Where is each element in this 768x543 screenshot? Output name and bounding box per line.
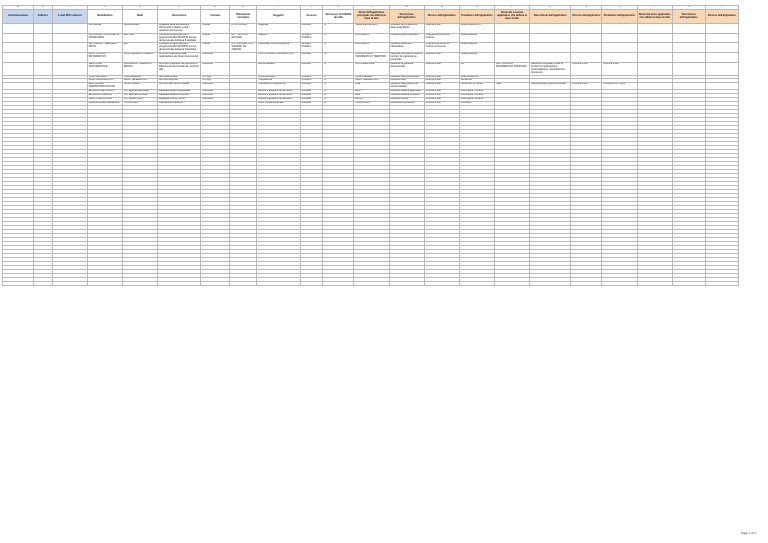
empty-cell bbox=[52, 281, 87, 285]
table-cell: N bbox=[323, 33, 354, 43]
table-cell: Informatica Trentina bbox=[459, 94, 494, 98]
table-row bbox=[3, 24, 739, 34]
column-header: Produttore dell'applicativo bbox=[459, 10, 494, 24]
column-letter: E bbox=[122, 6, 157, 10]
table-cell: Licenza d'uso bbox=[424, 53, 459, 63]
table-cell: COMUNEWEB bbox=[122, 75, 157, 79]
table-cell: Gestione area finanziaria bbox=[389, 33, 424, 43]
table-cell: N bbox=[323, 75, 354, 79]
empty-cell bbox=[122, 281, 157, 285]
column-letter: D bbox=[87, 6, 122, 10]
table-cell: Archivio degli atti bbox=[158, 79, 201, 83]
table-cell: ICOM Spa EDOIT PEDOC bbox=[122, 53, 157, 63]
column-header: Identificativo bbox=[87, 10, 122, 24]
table-cell: Ditta Mondinet bbox=[459, 53, 494, 63]
table-cell: N bbox=[323, 62, 354, 75]
table-cell: Database Edilizia Pubblica bbox=[158, 94, 201, 98]
column-header: Ricorso dell'applicativo bbox=[705, 10, 738, 24]
table-cell: ANAGRAFAN bbox=[122, 24, 157, 34]
table-cell bbox=[705, 43, 738, 53]
table-cell: Informatica Trentina bbox=[459, 97, 494, 101]
table-cell bbox=[34, 43, 53, 53]
table-cell bbox=[637, 62, 672, 75]
table-cell: Consorzio di Trento bbox=[459, 83, 494, 90]
table-cell: Archivio dati Servizi Sociali bbox=[158, 83, 201, 90]
column-letter: Q bbox=[530, 6, 571, 10]
table-cell: N bbox=[323, 94, 354, 98]
table-cell: ICH Edilizia Agevolata bbox=[122, 90, 157, 94]
table-cell: Consorzio bbox=[459, 79, 494, 83]
table-cell bbox=[530, 43, 571, 53]
table-cell bbox=[3, 24, 34, 34]
table-cell: ALBO TELEMATICO bbox=[354, 79, 389, 83]
table-cell: Uffici, Ufficio personale bbox=[257, 101, 300, 105]
table-cell: ORACLE bbox=[201, 83, 230, 90]
table-cell: ENI 1995 bbox=[122, 33, 157, 43]
table-cell: EDA bbox=[354, 90, 389, 94]
column-letter: V bbox=[705, 6, 738, 10]
column-letter: I bbox=[257, 6, 300, 10]
column-letter: H bbox=[230, 6, 257, 10]
table-cell: Licenza d'uso bbox=[424, 94, 459, 98]
table-row bbox=[3, 53, 739, 63]
column-letter: J bbox=[300, 6, 323, 10]
column-header: Descrizione bbox=[158, 10, 201, 24]
page-footer: Page 1 di 1 bbox=[740, 531, 756, 535]
table-cell: ORACLE bbox=[201, 53, 230, 63]
table-cell: Sito istituzionale bbox=[158, 75, 201, 79]
empty-cell bbox=[602, 281, 637, 285]
column-letter: B bbox=[34, 6, 53, 10]
table-cell bbox=[571, 24, 602, 34]
empty-cell bbox=[300, 281, 323, 285]
table-cell: Pubblico bbox=[300, 75, 323, 79]
table-cell bbox=[672, 53, 705, 63]
empty-cell bbox=[323, 281, 354, 285]
table-cell: EDP bbox=[354, 94, 389, 98]
table-cell: Licenza d'uso bbox=[424, 75, 459, 79]
table-cell bbox=[52, 43, 87, 53]
table-cell: Licenza d'uso bbox=[424, 101, 459, 105]
table-cell bbox=[52, 62, 87, 75]
table-cell: ICOM EDOIT Spa EDOIT PEDOC bbox=[122, 62, 157, 75]
table-cell: Trasparenza bbox=[257, 79, 300, 83]
table-cell bbox=[494, 43, 529, 53]
table-cell: N bbox=[323, 43, 354, 53]
table-cell: ALBO INFORMATICO bbox=[87, 79, 122, 83]
table-cell: ORACLE bbox=[201, 97, 230, 101]
table-cell: PROTOCOLLO INFORMATICO bbox=[257, 53, 300, 63]
table-cell: Time & Work bbox=[354, 101, 389, 105]
table-cell: Edilizia e gestione del territorio bbox=[257, 90, 300, 94]
table-cell bbox=[571, 33, 602, 43]
column-header: Ricorso dell'applicativo bbox=[571, 10, 602, 24]
table-cell: Ristretto bbox=[300, 62, 323, 75]
table-cell bbox=[3, 83, 34, 90]
table-cell: ORACLE bbox=[201, 62, 230, 75]
table-cell: Bilancio bbox=[257, 33, 300, 43]
column-header: Nome del secondo applicativo che utilizza la base di dati bbox=[494, 10, 529, 24]
table-cell: AUSTERNO - MEMORIA PROG bbox=[87, 43, 122, 53]
empty-cell bbox=[705, 281, 738, 285]
table-cell: ANTARIDE bbox=[87, 24, 122, 34]
table-cell: MYSQL bbox=[201, 79, 230, 83]
column-header: Accesso bbox=[300, 10, 323, 24]
table-cell: D.P.R. 223/89 bbox=[230, 24, 257, 34]
column-letter: L bbox=[354, 6, 389, 10]
table-cell: D.L. 267/2000, D.L. 112/2008, D.L. 118/2011 bbox=[230, 43, 257, 53]
table-cell bbox=[3, 33, 34, 43]
table-cell: Consorzio di Trento bbox=[602, 83, 637, 90]
column-letter: K bbox=[323, 6, 354, 10]
table-cell: Ristretto bbox=[300, 101, 323, 105]
sheet-body bbox=[3, 6, 739, 286]
table-cell: Ditta Consorzio bbox=[459, 75, 494, 79]
table-cell: Personale, Amministrazione bbox=[257, 43, 300, 53]
table-cell bbox=[637, 53, 672, 63]
table-cell: Comunicazione bbox=[257, 75, 300, 79]
table-cell: Gestione albo bbox=[389, 79, 424, 83]
table-cell: Gestione Bocce bbox=[389, 97, 424, 101]
column-letter: A bbox=[3, 6, 34, 10]
table-cell bbox=[230, 83, 257, 90]
table-cell: Time & Work bbox=[122, 101, 157, 105]
table-cell: DOCUMENTALE bbox=[354, 62, 389, 75]
empty-cell bbox=[459, 281, 494, 285]
table-cell bbox=[494, 33, 529, 43]
table-cell: Contiene la base dati per il programma DECISIONNS ad uso del personale dell'area finanziaria bbox=[158, 43, 201, 53]
column-header: e-mail PEC referenti bbox=[52, 10, 87, 24]
table-cell bbox=[672, 33, 705, 43]
empty-row bbox=[3, 281, 739, 285]
table-cell: Limitato - Pubblico bbox=[300, 33, 323, 43]
table-cell: Ristretto bbox=[300, 83, 323, 90]
table-cell: Informatica Trentina bbox=[459, 90, 494, 94]
table-cell: SSE bbox=[354, 83, 389, 90]
table-cell bbox=[3, 43, 34, 53]
table-cell: Gestione sito istituzionale bbox=[389, 75, 424, 79]
table-cell: Rilevazione presenze bbox=[158, 101, 201, 105]
column-letter: C bbox=[52, 6, 87, 10]
column-letter: N bbox=[424, 6, 459, 10]
table-cell: Licenza d'uso bbox=[571, 62, 602, 75]
table-cell: Licenza d'uso bbox=[571, 83, 602, 90]
column-letter: R bbox=[571, 6, 602, 10]
table-cell bbox=[52, 53, 87, 63]
column-header: Produttore dell'applicativo bbox=[602, 10, 637, 24]
table-cell: Pubblico bbox=[300, 79, 323, 83]
table-cell: Contiene la base dati per il programma DECISIONNS ad uso del personale dell'area finanziaria bbox=[158, 33, 201, 43]
empty-cell bbox=[230, 281, 257, 285]
table-cell: PROTOCOLLO INFORMATICO bbox=[87, 53, 122, 63]
table-cell bbox=[705, 83, 738, 90]
table-cell: SSE bbox=[494, 83, 529, 90]
table-cell: Oracle bbox=[201, 24, 230, 34]
table-cell bbox=[705, 53, 738, 63]
spreadsheet-table bbox=[2, 5, 739, 286]
table-cell bbox=[530, 53, 571, 63]
table-cell: Ditta Mondinet s.r.l. bbox=[459, 24, 494, 34]
table-cell bbox=[34, 24, 53, 34]
table-cell: N bbox=[323, 90, 354, 94]
table-cell: N bbox=[323, 83, 354, 90]
table-cell: AUSTERNO bbox=[354, 43, 389, 53]
table-cell bbox=[672, 24, 705, 34]
table-row bbox=[3, 33, 739, 43]
table-cell: Gestione completa di tutte le funzioni di registrazione protocollo bbox=[390, 52, 423, 61]
table-cell bbox=[602, 33, 637, 43]
table-cell: Gestione stipendi e fatturazione bbox=[389, 43, 424, 53]
table-cell: N bbox=[323, 101, 354, 105]
table-cell bbox=[705, 33, 738, 43]
table-cell: GESTIONE BOCCIA bbox=[87, 97, 122, 101]
table-cell bbox=[637, 24, 672, 34]
table-cell bbox=[230, 62, 257, 75]
table-cell: Previdenza e assistenza bbox=[257, 83, 300, 90]
column-header: Stato bbox=[122, 10, 157, 24]
empty-cell bbox=[158, 281, 201, 285]
table-cell: Licenza d'uso bbox=[424, 97, 459, 101]
table-cell bbox=[571, 43, 602, 53]
table-cell: AUSTERNO CONTABILITA' FINANZIARIA bbox=[87, 33, 122, 43]
empty-cell bbox=[257, 281, 300, 285]
column-header: Servizi per la fruibilità dei dati bbox=[323, 10, 354, 24]
table-cell: Zucchetti bbox=[459, 101, 494, 105]
table-cell: Software per la gestione delle anagrafiche bbox=[389, 24, 424, 34]
table-cell: Database Edilizia Agevolata bbox=[158, 90, 201, 94]
column-letter: F bbox=[158, 6, 201, 10]
table-cell: Programma fornito ai Comuni bbox=[424, 33, 459, 43]
column-header: Soggetto bbox=[257, 10, 300, 24]
table-cell: EDILIZIA AGEVOLATA bbox=[87, 90, 122, 94]
table-cell: Licenza d'uso bbox=[424, 83, 459, 90]
column-letter: O bbox=[459, 6, 494, 10]
table-cell: PROTOCOLLO INFORMATICO TRENTINO bbox=[494, 62, 529, 75]
table-cell: Archivio di gestione dei documenti. Riferimento del formato file. Archivio dati bbox=[158, 62, 201, 75]
table-cell bbox=[52, 83, 87, 90]
table-cell: EDITORIALE AMMINISTRATIVA SAS bbox=[87, 83, 122, 90]
table-cell: Gestione completa di tutte le funzioni di registrazione, protocollazione, fascicolazione documenti bbox=[530, 62, 571, 75]
table-cell: Oracle bbox=[201, 43, 230, 53]
table-cell: Archivio di gestione della registrazione dei flussi documentali bbox=[158, 53, 201, 63]
table-cell bbox=[672, 62, 705, 75]
table-cell: N bbox=[323, 79, 354, 83]
table-cell bbox=[705, 62, 738, 75]
table-cell bbox=[571, 53, 602, 63]
table-cell: MYSQL bbox=[201, 75, 230, 79]
column-header: Nome del terzo applicativo che utilizza la base di dati bbox=[637, 10, 672, 24]
table-cell: Rilevazione presenze bbox=[389, 101, 424, 105]
table-cell: Ristretto bbox=[300, 90, 323, 94]
table-cell bbox=[34, 33, 53, 43]
table-cell bbox=[672, 83, 705, 90]
table-cell: Gestione della posizione amministrativa bbox=[389, 83, 424, 90]
table-cell: Gestione Edilizia Pubblica bbox=[389, 94, 424, 98]
table-row bbox=[3, 62, 739, 75]
table-cell: Ristretto bbox=[300, 24, 323, 34]
table-row bbox=[3, 83, 739, 90]
table-cell: Ditta Mondinet bbox=[459, 43, 494, 53]
column-letter: G bbox=[201, 6, 230, 10]
column-header: Formato bbox=[201, 10, 230, 24]
empty-cell bbox=[672, 281, 705, 285]
empty-cell bbox=[354, 281, 389, 285]
empty-cell bbox=[530, 281, 571, 285]
column-header: Ricorso dell'applicativo bbox=[424, 10, 459, 24]
table-cell: EDILIZIA PUBBLICA bbox=[87, 94, 122, 98]
table-cell: Gestione Edilizia Agevolata bbox=[389, 90, 424, 94]
empty-cell bbox=[494, 281, 529, 285]
header-row bbox=[3, 10, 739, 24]
table-cell: ICH Edilizia Pubblica bbox=[122, 94, 157, 98]
table-cell: N bbox=[323, 97, 354, 101]
table-cell: Licenza d'uso bbox=[424, 90, 459, 94]
column-letter: U bbox=[672, 6, 705, 10]
table-cell: PORTALE WEB bbox=[87, 75, 122, 79]
column-letter: T bbox=[637, 6, 672, 10]
table-cell: Licenza d'uso bbox=[602, 62, 637, 75]
table-cell: Ditta Mondinet bbox=[459, 33, 494, 43]
table-cell bbox=[34, 53, 53, 63]
table-cell: BOCC bbox=[354, 97, 389, 101]
table-row bbox=[3, 43, 739, 53]
column-header: Amministrazione bbox=[3, 10, 34, 24]
column-header: Descrizione dell'applicativo bbox=[389, 10, 424, 24]
table-cell: RILEVAZIONE PRESENZE bbox=[87, 101, 122, 105]
column-header: Riferimento normativo bbox=[230, 10, 257, 24]
table-cell: PA bbox=[459, 62, 494, 75]
column-header: Descrizione dell'applicativo bbox=[672, 10, 705, 24]
empty-cell bbox=[87, 281, 122, 285]
table-cell bbox=[530, 33, 571, 43]
table-cell bbox=[230, 53, 257, 63]
table-cell: DL 77/95 e D.L. 267/2000 bbox=[230, 33, 257, 43]
table-cell: ICH Bocce Ufficio bbox=[122, 97, 157, 101]
table-cell: Anagrafe bbox=[257, 24, 300, 34]
table-cell: ALBO TELEMATICO bbox=[122, 79, 157, 83]
table-cell: AUSTERNO bbox=[354, 33, 389, 43]
table-cell: Gestione dello sportello sociale bbox=[530, 83, 571, 90]
empty-cell bbox=[424, 281, 459, 285]
table-cell bbox=[672, 43, 705, 53]
table-cell bbox=[34, 83, 53, 90]
table-cell: Licenza d'uso bbox=[424, 62, 459, 75]
empty-cell bbox=[34, 281, 53, 285]
empty-cell bbox=[571, 281, 602, 285]
table-cell: Programma fornito ai Comuni in licenza bbox=[424, 43, 459, 53]
table-cell: Oracle bbox=[201, 33, 230, 43]
table-cell: Amministrativo bbox=[257, 62, 300, 75]
table-cell: Anagrafe della popolazione. Informazioni relative a tutti i residenti nel Comune bbox=[158, 24, 201, 34]
column-letter: P bbox=[494, 6, 529, 10]
table-cell: N bbox=[323, 24, 354, 34]
column-letter: S bbox=[602, 6, 637, 10]
table-cell bbox=[52, 24, 87, 34]
table-cell bbox=[602, 43, 637, 53]
table-cell bbox=[637, 33, 672, 43]
table-cell bbox=[705, 24, 738, 34]
table-cell: Ristretto bbox=[300, 94, 323, 98]
table-cell bbox=[637, 83, 672, 90]
table-cell bbox=[494, 53, 529, 63]
empty-cell bbox=[201, 281, 230, 285]
table-cell bbox=[637, 43, 672, 53]
table-cell bbox=[602, 24, 637, 34]
table-cell: ORACLE bbox=[201, 94, 230, 98]
table-cell: Ristretto bbox=[300, 97, 323, 101]
table-cell: Edilizia e gestione del territorio bbox=[257, 94, 300, 98]
column-header: Nome dell'applicativo principale che utilizza la base di dati bbox=[354, 10, 389, 24]
table-cell: GESTIONE DOCUMENTALE bbox=[87, 62, 122, 75]
column-header: Descrizione dell'applicativo bbox=[530, 10, 571, 24]
table-cell: PROTOCOLLO INFORMATICO TRENTINO bbox=[354, 53, 389, 63]
table-cell: Gestione di gestione documentale bbox=[389, 62, 424, 75]
table-cell bbox=[52, 33, 87, 43]
table-cell: N bbox=[323, 53, 354, 63]
table-cell: ENI bbox=[122, 43, 157, 53]
table-cell: ORACLE bbox=[201, 90, 230, 94]
table-cell: COMUNEWEB bbox=[354, 75, 389, 79]
table-cell: Licenza d'uso bbox=[424, 79, 459, 83]
empty-cell bbox=[3, 281, 34, 285]
table-cell bbox=[3, 62, 34, 75]
table-cell: TEAM DE LAZARIS bbox=[354, 24, 389, 34]
table-cell: Limitato - Pubblico bbox=[300, 43, 323, 53]
column-letter: M bbox=[389, 6, 424, 10]
table-cell bbox=[494, 24, 529, 34]
table-cell: Database Bocce Ufficio bbox=[158, 97, 201, 101]
table-cell bbox=[34, 62, 53, 75]
table-cell bbox=[602, 53, 637, 63]
table-cell: Ristretto bbox=[300, 53, 323, 63]
table-cell: Servizi Sociali bbox=[122, 83, 157, 90]
table-cell: Licenza d'uso bbox=[424, 24, 459, 34]
table-cell: Edilizia e gestione del territorio bbox=[257, 97, 300, 101]
empty-cell bbox=[389, 281, 424, 285]
column-header: Indirizzo bbox=[34, 10, 53, 24]
empty-cell bbox=[637, 281, 672, 285]
table-cell bbox=[3, 53, 34, 63]
table-cell bbox=[530, 24, 571, 34]
